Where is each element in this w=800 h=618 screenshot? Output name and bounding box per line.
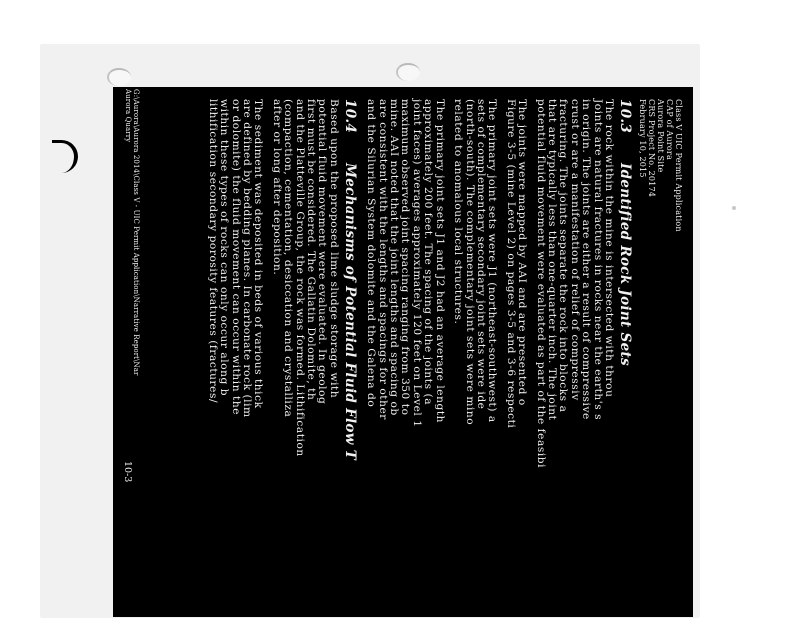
text-line: related to anomalous local structures. bbox=[452, 99, 465, 325]
text-line: The primary joint sets were J1 (northeast-southwest) a bbox=[486, 99, 499, 423]
section-heading bbox=[617, 99, 633, 617]
text-line: and the Silurian System dolomite and the Galena do bbox=[365, 99, 378, 408]
text-line: crust or are a manifestation of relief of compressiv bbox=[568, 99, 581, 401]
rotated-page-content bbox=[113, 87, 693, 617]
text-line: The primary joint sets J1 and J2 had an average length bbox=[433, 99, 446, 424]
text-line: Based upon the proposed lime sludge storage with bbox=[327, 99, 340, 399]
section-title: Mechanisms of Potential Fluid Flow T bbox=[341, 163, 358, 461]
paragraph bbox=[452, 99, 498, 617]
text-line: in origin. The joints are either a result of compressive bbox=[580, 99, 593, 420]
text-line: (compaction, cementation, desiccation and crystalliza bbox=[282, 99, 295, 418]
scan-speck bbox=[732, 206, 736, 210]
text-line: within these types of rocks can only occur along b bbox=[218, 99, 231, 397]
section-number: 10.4 bbox=[341, 99, 358, 134]
text-line: after or long after deposition. bbox=[270, 99, 283, 276]
paragraph bbox=[365, 99, 445, 617]
paragraph bbox=[206, 99, 263, 617]
binder-hole bbox=[396, 63, 420, 81]
text-line: Joints are natural fractures in rocks near the earth's s bbox=[591, 99, 604, 421]
text-line: The sediment was deposited in beds of various thick bbox=[252, 99, 265, 409]
page-body bbox=[199, 99, 693, 617]
text-line: joint faces) averages approximately 120 feet on Level 1 bbox=[410, 99, 423, 428]
paragraph bbox=[534, 99, 614, 617]
text-line: (north-south). The complementary joint sets were mino bbox=[463, 99, 476, 426]
section-heading bbox=[342, 99, 358, 617]
header-line: Aurora Point Site bbox=[656, 99, 665, 173]
header-line: February 10, 2015 bbox=[638, 99, 647, 178]
text-line: first must be considered. The Gallatin Dolomite, th bbox=[305, 99, 318, 401]
text-line: fracturing. The joints separate the rock into blocks a bbox=[557, 99, 570, 413]
footer-path: G:\Aurora\Aurora 2014\Class V - UIC Permit Application\Narrative Report\Nar bbox=[132, 89, 140, 376]
header-line: Class V UIC Permit Application bbox=[674, 99, 683, 232]
text-line: potential fluid movement were evaluated as part of the feasibi bbox=[534, 99, 547, 469]
text-line: potential fluid movement were evaluated. In geolog bbox=[316, 99, 329, 405]
text-line: The rock within the mine is intersected with throu bbox=[603, 99, 615, 398]
text-line: mine. AAI noted that the joint lengths and spacing ob bbox=[388, 99, 401, 416]
text-line: approximately 200 feet. The spacing of the joints (a bbox=[422, 99, 435, 406]
text-line: sets of complementary secondary joint sets were ide bbox=[474, 99, 487, 410]
binder-hole bbox=[107, 68, 131, 86]
footer-line: Aurora Quarry bbox=[124, 89, 132, 143]
section-title: Identified Rock Joint Sets bbox=[617, 163, 633, 366]
paragraph bbox=[504, 99, 527, 617]
header-line: CAP of Aurora bbox=[665, 99, 674, 160]
document-page bbox=[113, 87, 693, 617]
document-footer bbox=[124, 89, 140, 375]
text-line: and the Platteville Group, the rock was formed. Lithification bbox=[293, 99, 306, 457]
paragraph bbox=[270, 99, 338, 617]
text-line: that are typically less than one-quarter inch. The joint bbox=[545, 99, 558, 421]
text-line: or dolomite) the fluid movement can occur within the bbox=[229, 99, 242, 416]
section-number: 10.3 bbox=[617, 99, 633, 134]
text-line: are defined by bedding planes. In carbonate rock (lim bbox=[241, 99, 254, 418]
header-line: CRS Project No. 20174 bbox=[647, 99, 656, 198]
page-number: 10-3 bbox=[122, 461, 133, 483]
text-line: maximum observed joint spacing ranging from 350 to bbox=[399, 99, 412, 416]
text-line: are consistent with the lengths and spacings for other bbox=[376, 99, 389, 420]
text-line: Figure 3-5 (mine Level 2) on pages 3-5 and 3-6 respecti bbox=[504, 99, 517, 429]
document-header bbox=[638, 99, 683, 617]
text-line: lithification secondary porosity features (fractures/ bbox=[206, 99, 219, 404]
text-line: The joints were mapped by AAI and are presented o bbox=[516, 99, 529, 406]
